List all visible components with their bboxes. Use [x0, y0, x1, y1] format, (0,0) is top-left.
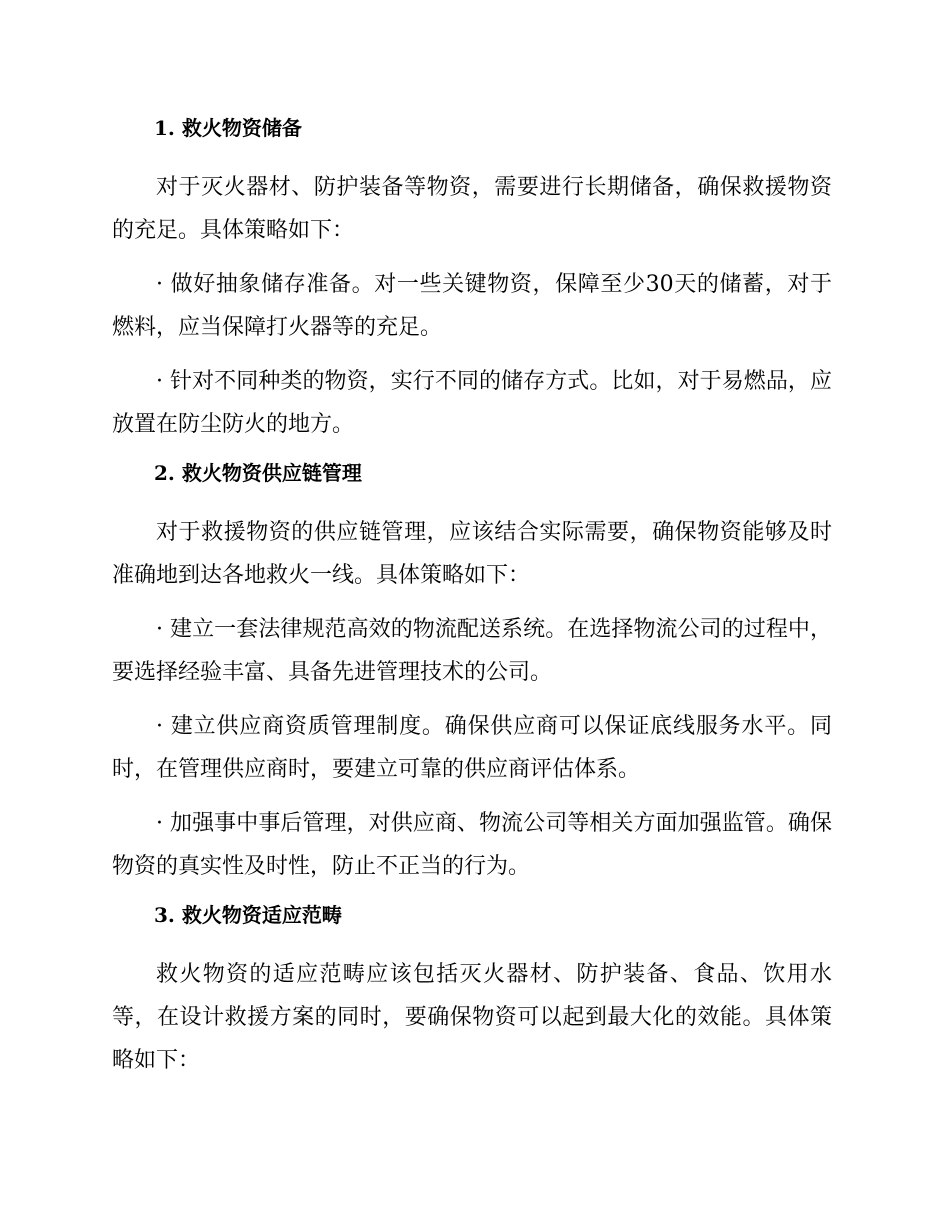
section-3-heading: 3. 救火物资适应范畴: [154, 903, 342, 927]
section-2-bullet-2: · 建立供应商资质管理制度。确保供应商可以保证底线服务水平。同时，在管理供应商时，要建立可靠的供应商评估体系。: [112, 714, 832, 782]
section-2-heading: 2. 救火物资供应链管理: [154, 461, 362, 485]
section-2-bullet-1: · 建立一套法律规范高效的物流配送系统。在选择物流公司的过程中，要选择经验丰富、具备先进管理技术的公司。: [112, 617, 832, 685]
section-2-intro: 对于救援物资的供应链管理，应该结合实际需要，确保物资能够及时准确地到达各地救火一线。具体策略如下：: [112, 520, 832, 588]
section-1-bullet-2: · 针对不同种类的物资，实行不同的储存方式。比如，对于易燃品，应放置在防尘防火的地方。: [112, 369, 832, 437]
section-1-heading: 1. 救火物资储备: [154, 116, 302, 140]
section-2-bullet-3: · 加强事中事后管理，对供应商、物流公司等相关方面加强监管。确保物资的真实性及时性，防止不正当的行为。: [112, 811, 832, 879]
section-1-bullet-1: · 做好抽象储存准备。对一些关键物资，保障至少30天的储蓄，对于燃料，应当保障打火器等的充足。: [112, 272, 832, 340]
document-body: [112, 112, 832, 1093]
section-3-intro: 救火物资的适应范畴应该包括灭火器材、防护装备、食品、饮用水等，在设计救援方案的同时，要确保物资可以起到最大化的效能。具体策略如下：: [112, 962, 832, 1073]
section-1-intro: 对于灭火器材、防护装备等物资，需要进行长期储备，确保救援物资的充足。具体策略如下：: [112, 175, 832, 243]
